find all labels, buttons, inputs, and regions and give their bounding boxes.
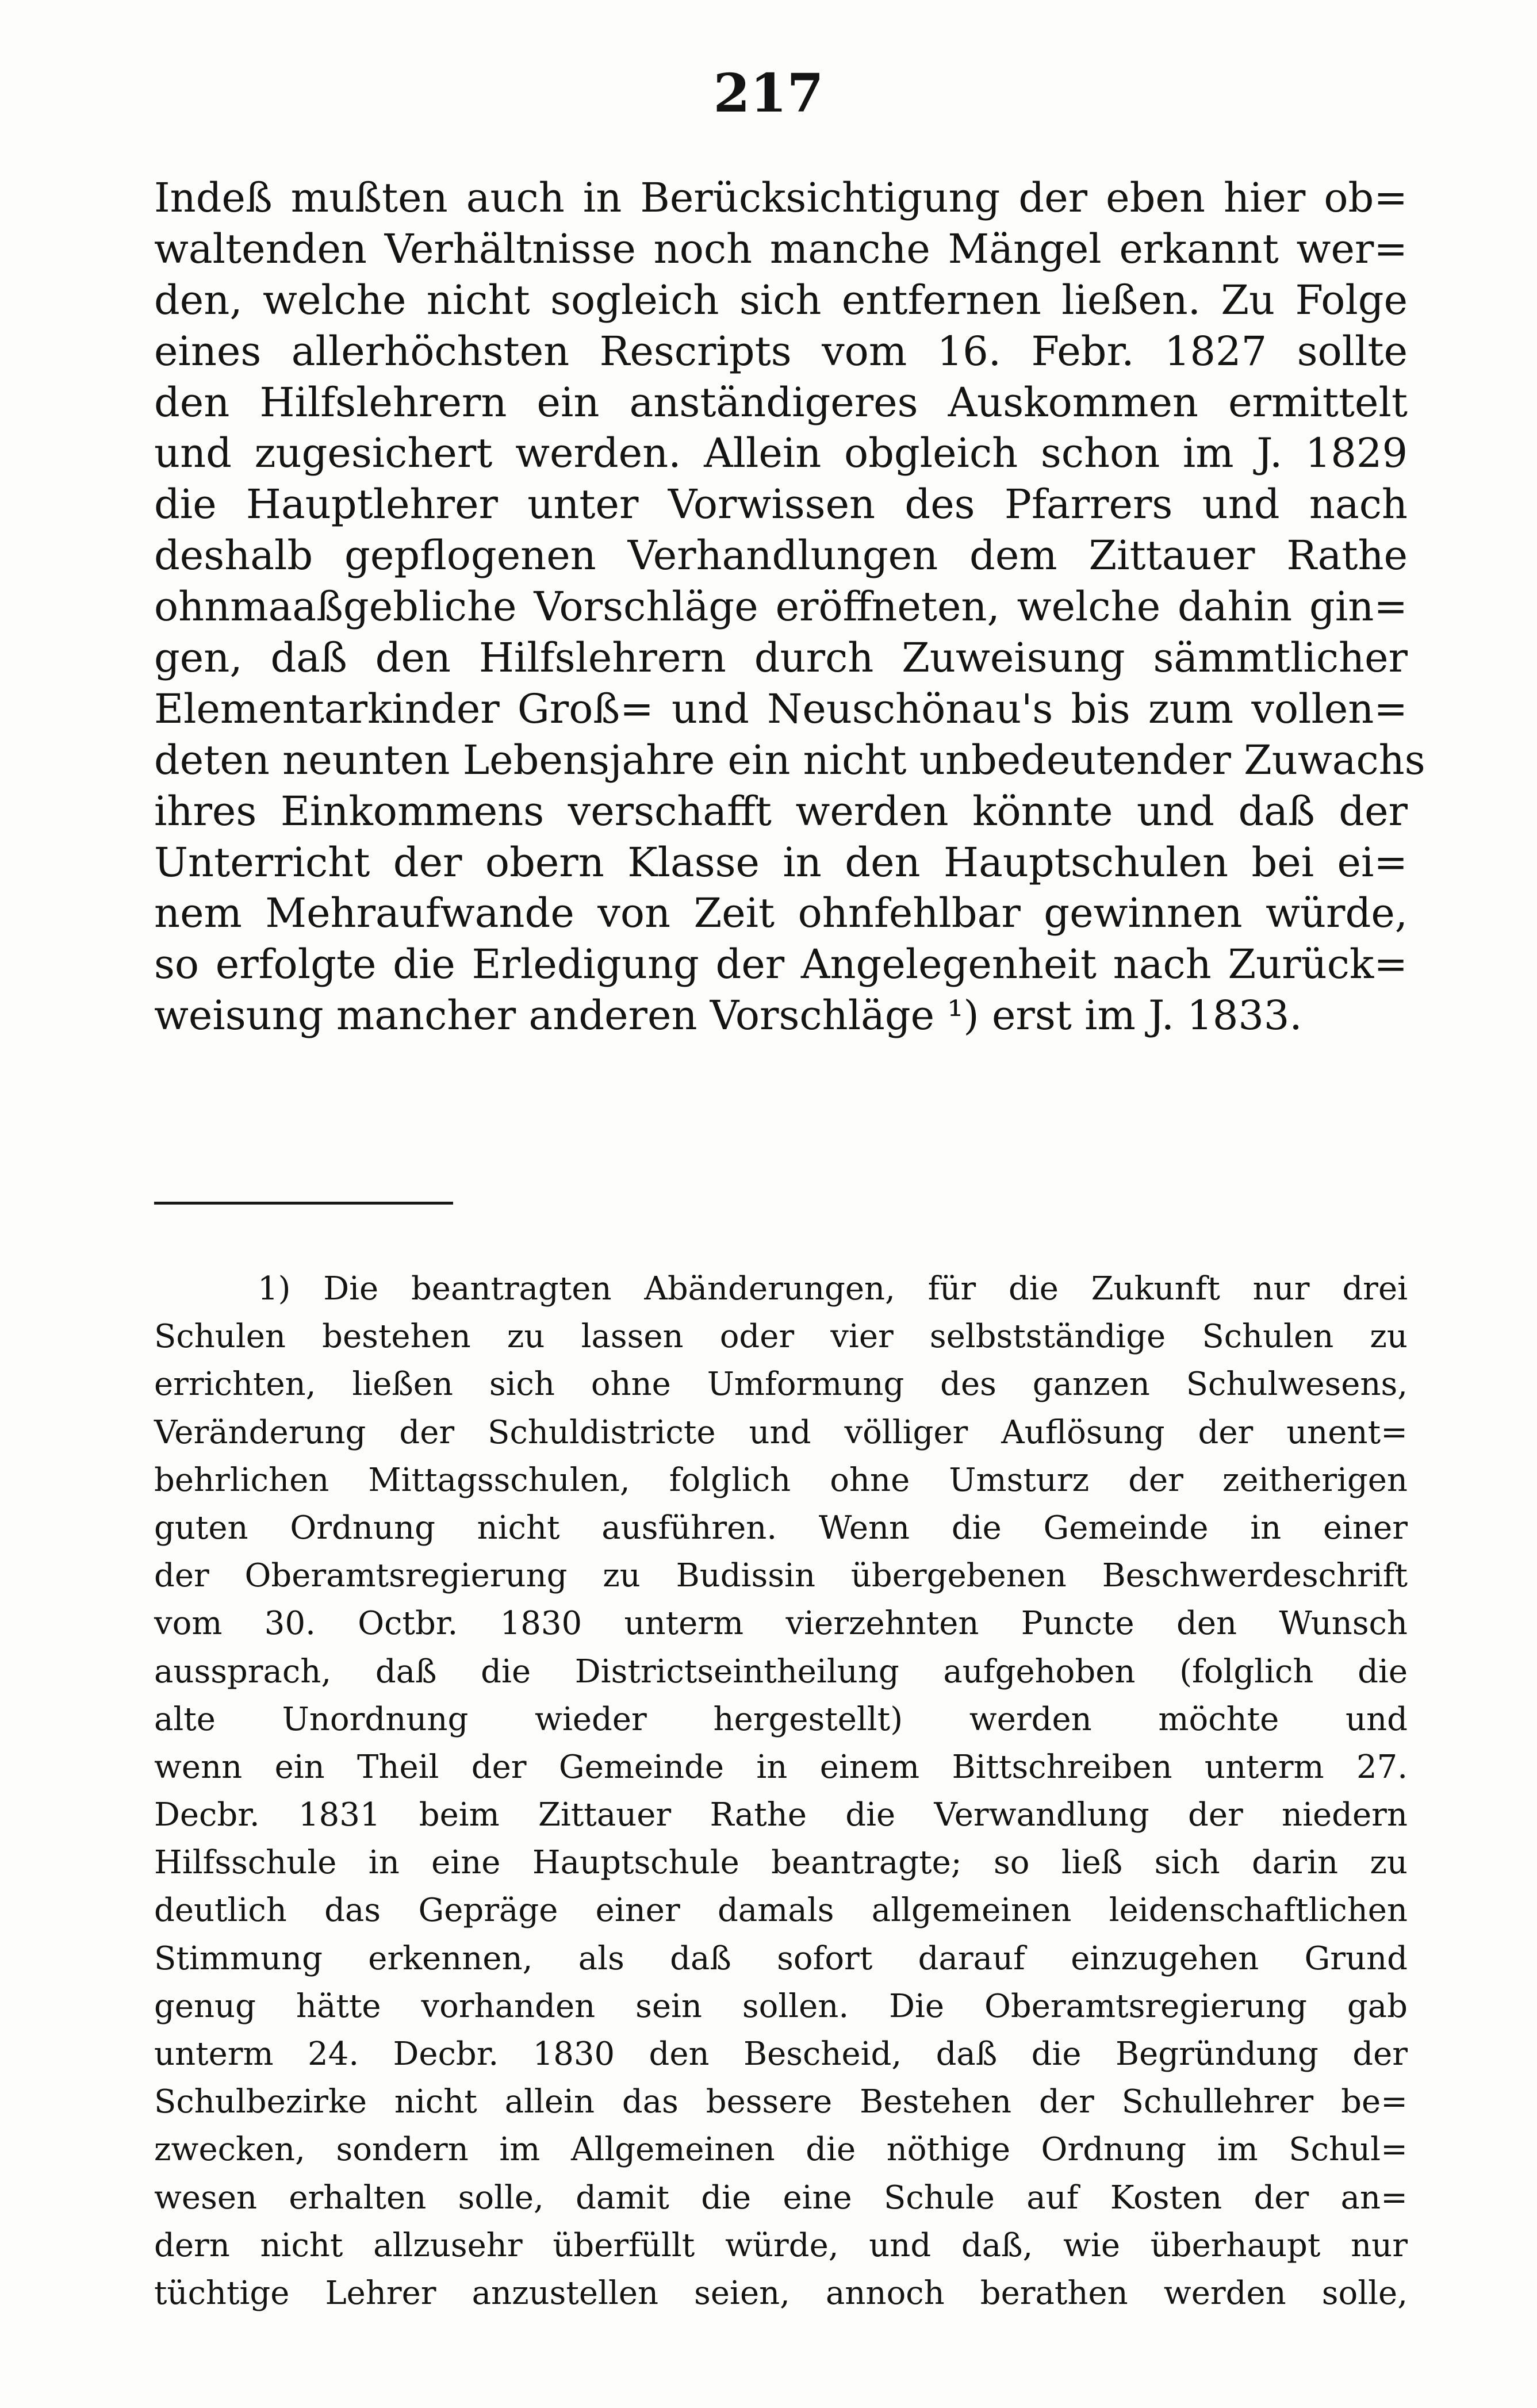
footnote-line: 1) Die beantragten Abänderungen, für die Zukunft nur drei xyxy=(258,1270,1408,1307)
text-line: Elementarkinder Groß= und Neuschönau's bis zum vollen= xyxy=(154,685,1408,733)
footnote-line: alte Unordnung wieder hergestellt) werden möchte und xyxy=(154,1700,1408,1738)
footnote-line: tüchtige Lehrer anzustellen seien, annoch berathen werden solle, xyxy=(154,2274,1408,2312)
text-line: deten neunten Lebensjahre ein nicht unbedeutender Zuwachs xyxy=(154,736,1425,784)
footnote-line: deutlich das Gepräge einer damals allgemeinen leidenschaftlichen xyxy=(154,1892,1408,1930)
text-line: waltenden Verhältnisse noch manche Mängel erkannt wer= xyxy=(154,225,1408,273)
footnote-line: zwecken, sondern im Allgemeinen die nöthige Ordnung im Schul= xyxy=(154,2131,1408,2169)
footnote-line: dern nicht allzusehr überfüllt würde, und daß, wie überhaupt nur xyxy=(154,2226,1408,2264)
footnote-block xyxy=(154,1265,1408,2317)
footnote-line: Veränderung der Schuldistricte und völliger Auflösung der unent= xyxy=(154,1413,1408,1451)
text-line: die Hauptlehrer unter Vorwissen des Pfarrers und nach xyxy=(154,481,1408,528)
text-line: gen, daß den Hilfslehrern durch Zuweisung sämmtlicher xyxy=(154,634,1408,682)
footnote-line: Schulen bestehen zu lassen oder vier selbstständige Schulen zu xyxy=(154,1318,1408,1356)
text-line: den, welche nicht sogleich sich entfernen ließen. Zu Folge xyxy=(154,276,1408,324)
text-line: Unterricht der obern Klasse in den Hauptschulen bei ei= xyxy=(154,838,1408,886)
text-line: ohnmaaßgebliche Vorschläge eröffneten, welche dahin gin= xyxy=(154,583,1408,631)
text-line: eines allerhöchsten Rescripts vom 16. Febr. 1827 sollte xyxy=(154,327,1408,375)
footnote-line: Decbr. 1831 beim Zittauer Rathe die Verwandlung der niedern xyxy=(154,1796,1408,1834)
page-number: 217 xyxy=(713,62,824,124)
footnote-line: vom 30. Octbr. 1830 unterm vierzehnten Puncte den Wunsch xyxy=(154,1605,1408,1643)
footnote-line: wenn ein Theil der Gemeinde in einem Bittschreiben unterm 27. xyxy=(154,1748,1408,1786)
text-line: ihres Einkommens verschafft werden könnte und daß der xyxy=(154,787,1408,835)
footnote-line: Hilfsschule in eine Hauptschule beantragte; so ließ sich darin zu xyxy=(154,1844,1408,1882)
footnote-line: Stimmung erkennen, als daß sofort darauf einzugehen Grund xyxy=(154,1939,1408,1977)
footnote-line: genug hätte vorhanden sein sollen. Die Oberamtsregierung gab xyxy=(154,1987,1408,2025)
text-line: Indeß mußten auch in Berücksichtigung der eben hier ob= xyxy=(154,174,1408,221)
text-line: und zugesichert werden. Allein obgleich schon im J. 1829 xyxy=(154,430,1408,477)
main-text-block xyxy=(154,172,1425,1041)
footnote-line: behrlichen Mittagsschulen, folglich ohne Umsturz der zeitherigen xyxy=(154,1461,1408,1499)
text-line: weisung mancher anderen Vorschläge ¹) erst im J. 1833. xyxy=(154,992,1302,1040)
footnote-line: errichten, ließen sich ohne Umformung des ganzen Schulwesens, xyxy=(154,1366,1408,1404)
text-line: so erfolgte die Erledigung der Angelegenheit nach Zurück= xyxy=(154,941,1408,988)
footnote-line: wesen erhalten solle, damit die eine Schule auf Kosten der an= xyxy=(154,2179,1408,2217)
footnote-line: der Oberamtsregierung zu Budissin übergebenen Beschwerdeschrift xyxy=(154,1557,1408,1595)
footnote-line: aussprach, daß die Districtseintheilung aufgehoben (folglich die xyxy=(154,1652,1408,1690)
footnote-divider xyxy=(154,1202,453,1205)
text-line: nem Mehraufwande von Zeit ohnfehlbar gewinnen würde, xyxy=(154,889,1408,937)
text-line: deshalb gepflogenen Verhandlungen dem Zittauer Rathe xyxy=(154,532,1408,580)
text-line: den Hilfslehrern ein anständigeres Auskommen ermittelt xyxy=(154,378,1408,426)
footnote-line: guten Ordnung nicht ausführen. Wenn die Gemeinde in einer xyxy=(154,1509,1408,1547)
footnote-line: unterm 24. Decbr. 1830 den Bescheid, daß die Begründung der xyxy=(154,2035,1408,2073)
footnote-line: Schulbezirke nicht allein das bessere Bestehen der Schullehrer be= xyxy=(154,2083,1408,2121)
